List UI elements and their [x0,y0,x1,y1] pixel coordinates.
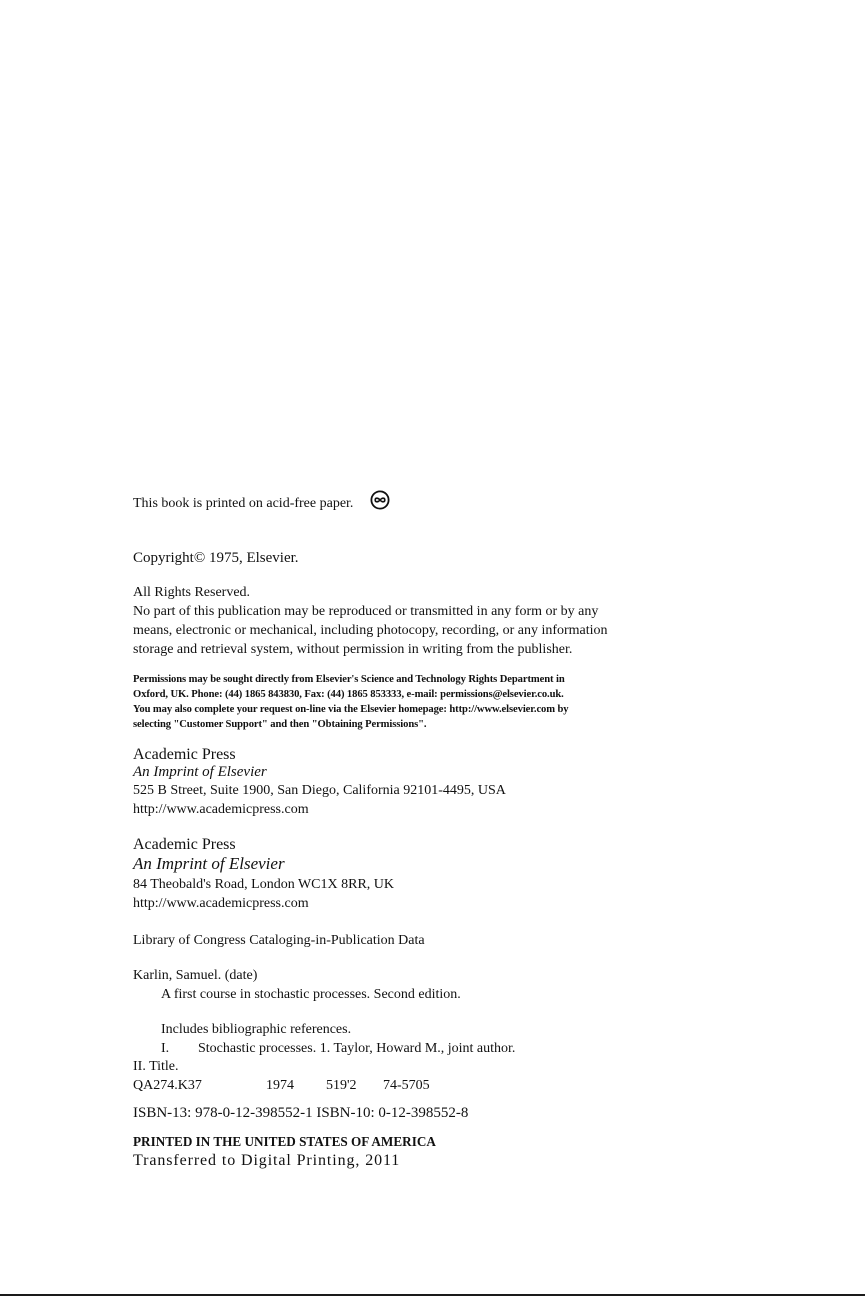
publisher-uk-url: http://www.academicpress.com [133,896,309,911]
cip-title-line: A first course in stochastic processes. Second edition. [161,987,461,1002]
publisher-uk-imprint: An Imprint of Elsevier [133,854,285,873]
cip-author: Karlin, Samuel. (date) [133,968,258,983]
lccn: 74-5705 [383,1078,430,1093]
rights-reserved: All Rights Reserved. [133,585,251,600]
permissions-line: You may also complete your request on-line via the Elsevier homepage: http://www.elsevier.com by [133,704,569,715]
permissions-line: Oxford, UK. Phone: (44) 1865 843830, Fax: (44) 1865 853333, e-mail: permissions@elsevier.co.uk. [133,689,564,700]
publisher-us-imprint: An Imprint of Elsevier [133,764,267,780]
infinity-circle-icon [370,490,390,510]
cip-includes: Includes bibliographic references. [161,1022,352,1037]
acid-free-notice: This book is printed on acid-free paper. [133,496,354,511]
call-number: QA274.K37 [133,1078,202,1093]
publisher-uk-address: 84 Theobald's Road, London WC1X 8RR, UK [133,877,394,892]
cip-subject-number: I. [161,1041,170,1056]
year: 1974 [266,1078,294,1093]
permissions-line: selecting "Customer Support" and then "Obtaining Permissions". [133,719,427,730]
publisher-us-url: http://www.academicpress.com [133,802,309,817]
cip-heading: Library of Congress Cataloging-in-Publication Data [133,933,425,948]
publisher-us-name: Academic Press [133,746,236,763]
cip-title: II. Title. [133,1059,179,1074]
rights-line: No part of this publication may be reproduced or transmitted in any form or by any [133,604,599,619]
publisher-us-address: 525 B Street, Suite 1900, San Diego, California 92101-4495, USA [133,783,506,798]
printed-in-notice: PRINTED IN THE UNITED STATES OF AMERICA [133,1134,436,1149]
publisher-uk-name: Academic Press [133,836,236,853]
isbn-line: ISBN-13: 978-0-12-398552-1 ISBN-10: 0-12-398552-8 [133,1105,469,1121]
copyright-line: Copyright© 1975, Elsevier. [133,550,299,566]
rights-line: storage and retrieval system, without permission in writing from the publisher. [133,642,573,657]
permissions-line: Permissions may be sought directly from Elsevier's Science and Technology Rights Department in [133,674,565,685]
transferred-notice: Transferred to Digital Printing, 2011 [133,1152,401,1169]
rights-line: means, electronic or mechanical, including photocopy, recording, or any information [133,623,608,638]
bottom-edge-rule [0,1294,865,1296]
dewey-number: 519'2 [326,1078,357,1093]
cip-subjects: Stochastic processes. 1. Taylor, Howard M., joint author. [198,1041,516,1056]
